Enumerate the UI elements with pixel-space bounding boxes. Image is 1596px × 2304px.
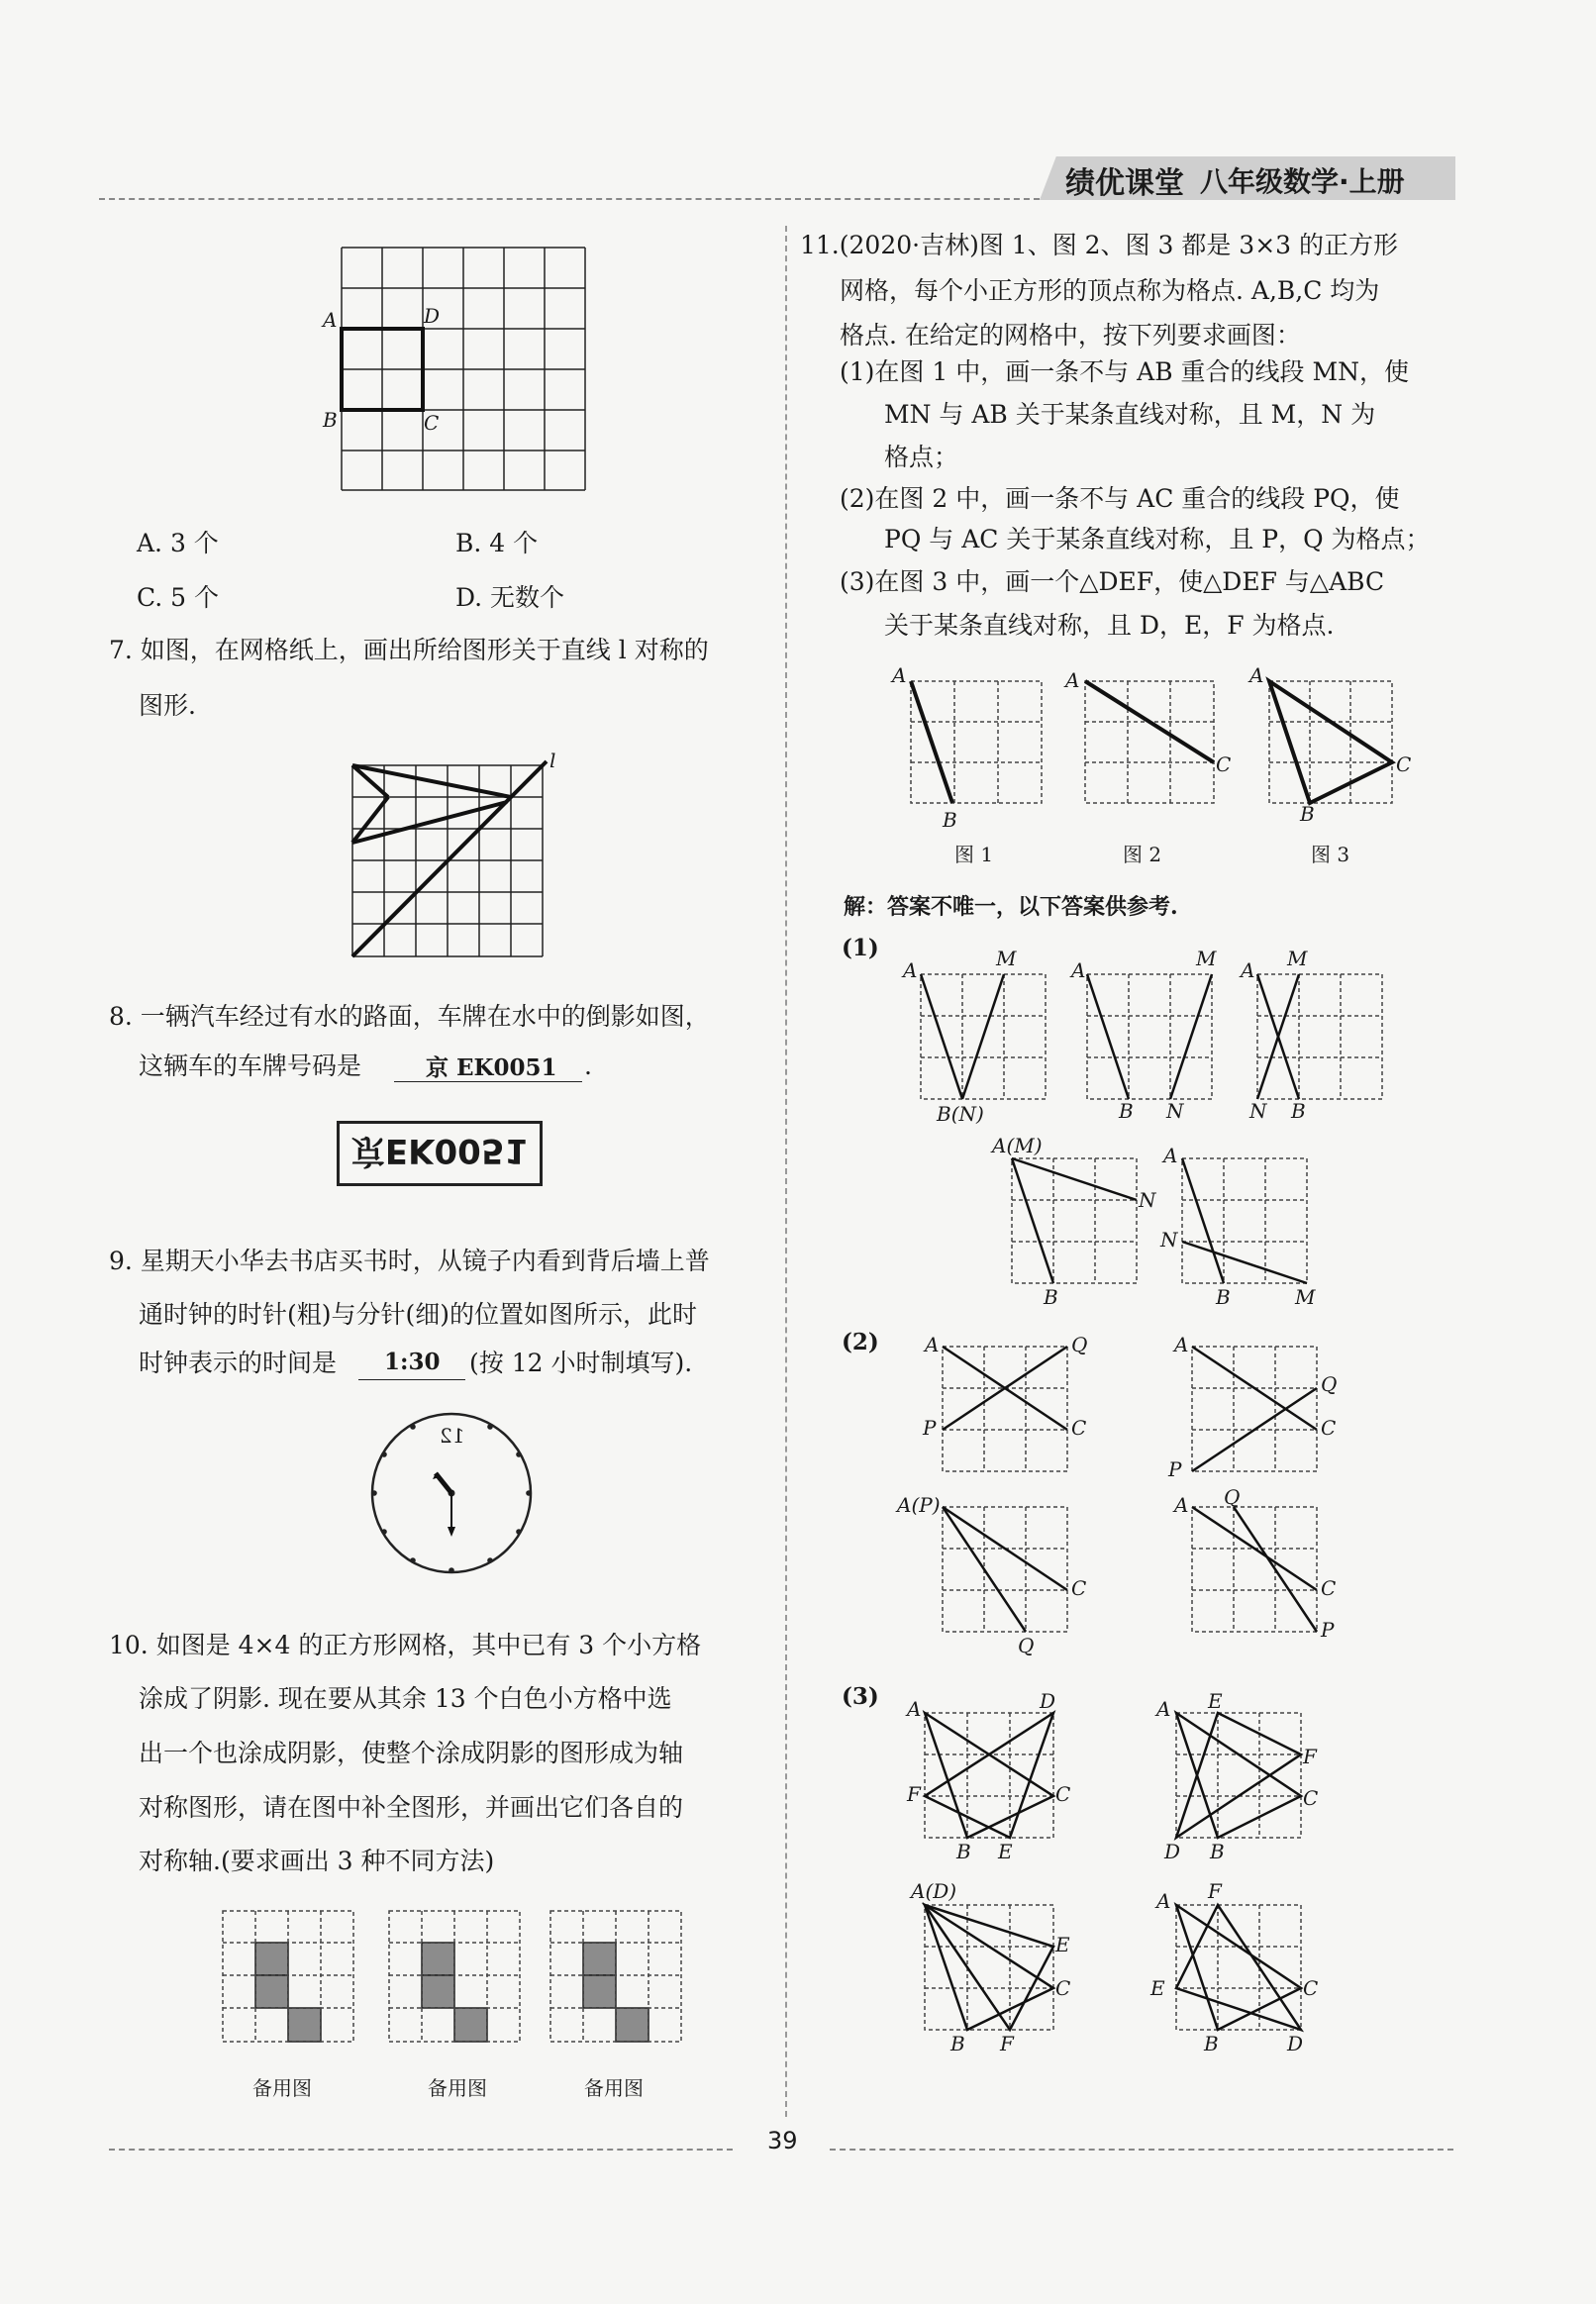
q10-line1: 10. 如图是 4×4 的正方形网格，其中已有 3 个小方格 (109, 1631, 702, 1659)
q10-caption-2: 备用图 (428, 2076, 487, 2100)
s3a-label-b: B (956, 1840, 971, 1863)
s2b-label-a: A (1174, 1333, 1189, 1356)
q10-caption-1: 备用图 (252, 2076, 312, 2100)
header-subtitle: 八年级数学·上册 (1200, 165, 1405, 198)
q11-fig2-label-c: C (1216, 752, 1232, 776)
q6-option-d: D. 无数个 (455, 583, 565, 612)
s3a-label-a: A (907, 1697, 922, 1721)
q7-line1: 7. 如图，在网格纸上，画出所给图形关于直线 l 对称的 (109, 636, 709, 664)
s2a-label-c: C (1071, 1416, 1087, 1440)
q6-option-b: B. 4 个 (455, 529, 539, 557)
s3c-label-e: E (1055, 1933, 1070, 1956)
q11-line2: 网格，每个小正方形的顶点称为格点. A,B,C 均为 (840, 276, 1380, 305)
s2d-label-c: C (1321, 1576, 1337, 1600)
s2b-label-c: C (1321, 1416, 1337, 1440)
q11-part2-line1: (2)在图 2 中，画一条不与 AC 重合的线段 PQ，使 (840, 484, 1400, 513)
q6-label-c: C (424, 411, 440, 435)
s3b-label-f: F (1303, 1745, 1317, 1768)
q9-clock-label: 12 (440, 1424, 465, 1448)
s3b-label-e: E (1208, 1689, 1223, 1713)
s1d-label-b: B (1044, 1285, 1058, 1309)
q11-part1-line1: (1)在图 1 中，画一条不与 AB 重合的线段 MN，使 (840, 357, 1409, 386)
q8-answer: 京 EK0051 (426, 1054, 557, 1081)
q9-answer: 1:30 (384, 1349, 441, 1375)
s1e-label-b: B (1216, 1285, 1231, 1309)
q11-solution-part2: (2) (842, 1329, 879, 1355)
s3b-label-c: C (1303, 1786, 1319, 1810)
q11-solution-part3: (3) (842, 1683, 879, 1710)
q8-line2-prefix: 这辆车的车牌号码是 (139, 1052, 362, 1080)
q10-line3: 出一个也涂成阴影，使整个涂成阴影的图形成为轴 (139, 1739, 684, 1767)
q11-fig3-label-b: B (1300, 802, 1315, 826)
s1a-label-m: M (996, 947, 1017, 970)
q9-line1: 9. 星期天小华去书店买书时，从镜子内看到背后墙上普 (109, 1247, 710, 1275)
q6-label-d: D (424, 304, 441, 328)
s1e-label-m: M (1295, 1285, 1316, 1309)
s1c-label-n: N (1249, 1099, 1267, 1123)
q9-line3-suffix: (按 12 小时制填写). (469, 1349, 693, 1377)
s3a-label-f: F (907, 1782, 921, 1806)
s3d-label-c: C (1303, 1976, 1319, 2000)
s3b-label-b: B (1210, 1840, 1225, 1863)
s2c-label-c: C (1071, 1576, 1087, 1600)
s2a-label-a: A (925, 1333, 940, 1356)
q11-caption-3: 图 3 (1311, 843, 1350, 866)
s2b-label-q: Q (1321, 1372, 1338, 1396)
q11-caption-2: 图 2 (1123, 843, 1162, 866)
s3c-label-f: F (1000, 2032, 1014, 2055)
q11-fig1-label-b: B (943, 808, 957, 832)
q6-option-a: A. 3 个 (137, 529, 219, 557)
q10-line4: 对称图形，请在图中补全图形，并画出它们各自的 (139, 1793, 684, 1822)
s1d-label-n: N (1139, 1188, 1156, 1212)
q7-line2: 图形. (139, 691, 196, 720)
q11-part2-line2: PQ 与 AC 关于某条直线对称，且 P，Q 为格点； (884, 525, 1431, 553)
s1b-label-b: B (1119, 1099, 1134, 1123)
q11-line1: 11.(2020·吉林)图 1、图 2、图 3 都是 3×3 的正方形 (800, 231, 1398, 259)
q11-part1-line2: MN 与 AB 关于某条直线对称，且 M，N 为 (884, 400, 1376, 429)
s2a-label-q: Q (1071, 1333, 1088, 1356)
q10-line5: 对称轴.(要求画出 3 种不同方法) (139, 1847, 495, 1875)
s3d-label-a: A (1156, 1889, 1171, 1913)
header-brand: 绩优课堂 (1065, 166, 1184, 201)
q10-caption-3: 备用图 (584, 2076, 644, 2100)
footer-rule-right (830, 2149, 1453, 2151)
q11-fig3-label-a: A (1249, 663, 1264, 687)
q10-line2: 涂成了阴影. 现在要从其余 13 个白色小方格中选 (139, 1684, 672, 1713)
s3c-label-c: C (1055, 1976, 1071, 2000)
q6-label-a: A (323, 308, 338, 332)
s2c-label-q: Q (1018, 1634, 1035, 1657)
q7-axis-label: l (549, 749, 556, 772)
s3c-label-ad: A(D) (911, 1879, 957, 1903)
footer-rule-left (109, 2149, 733, 2151)
q8-plate-text: 京EK0051 (350, 1130, 529, 1170)
s1e-label-n: N (1160, 1228, 1178, 1252)
q9-line2: 通时钟的时针(粗)与分针(细)的位置如图所示，此时 (139, 1300, 698, 1329)
s1b-label-n: N (1166, 1099, 1184, 1123)
s1c-label-b: B (1291, 1099, 1306, 1123)
q11-fig1-label-a: A (892, 663, 907, 687)
s2d-label-p: P (1321, 1618, 1335, 1642)
s2a-label-p: P (923, 1416, 937, 1440)
s3a-label-d: D (1040, 1689, 1056, 1713)
s3a-label-c: C (1055, 1782, 1071, 1806)
q11-caption-1: 图 1 (954, 843, 994, 866)
q8-line1: 8. 一辆汽车经过有水的路面，车牌在水中的倒影如图， (109, 1002, 710, 1031)
q8-line2-suffix: . (584, 1052, 592, 1080)
s1e-label-a: A (1163, 1144, 1178, 1167)
s2c-label-ap: A(P) (897, 1493, 941, 1517)
s2b-label-p: P (1168, 1457, 1182, 1481)
q6-option-c: C. 5 个 (137, 583, 219, 612)
s2d-label-q: Q (1224, 1485, 1241, 1509)
s3a-label-e: E (998, 1840, 1013, 1863)
s1b-label-m: M (1196, 947, 1217, 970)
q11-part3-line1: (3)在图 3 中，画一个△DEF，使△DEF 与△ABC (840, 567, 1385, 596)
s1c-label-a: A (1241, 958, 1255, 982)
s1a-label-bn: B(N) (937, 1102, 984, 1126)
q11-part1-line3: 格点； (884, 443, 959, 471)
s3d-label-f: F (1208, 1879, 1222, 1903)
q11-fig3-label-c: C (1396, 752, 1412, 776)
q11-part3-line2: 关于某条直线对称，且 D，E，F 为格点. (884, 611, 1335, 640)
s2d-label-a: A (1174, 1493, 1189, 1517)
s1d-label-am: A(M) (992, 1134, 1043, 1157)
q6-label-b: B (323, 408, 338, 432)
page-number: 39 (767, 2127, 798, 2154)
q9-line3-prefix: 时钟表示的时间是 (139, 1349, 338, 1377)
s3d-label-d: D (1287, 2032, 1304, 2055)
s3b-label-d: D (1164, 1840, 1181, 1863)
s3c-label-b: B (950, 2032, 965, 2055)
q11-line3: 格点. 在给定的网格中，按下列要求画图： (840, 321, 1301, 350)
q11-fig2-label-a: A (1065, 668, 1080, 692)
s1b-label-a: A (1071, 958, 1086, 982)
s3b-label-a: A (1156, 1697, 1171, 1721)
s1c-label-m: M (1287, 947, 1308, 970)
s3d-label-e: E (1150, 1976, 1165, 2000)
s1a-label-a: A (903, 958, 918, 982)
q11-solution-heading: 解：答案不唯一，以下答案供参考. (844, 894, 1178, 920)
s3d-label-b: B (1204, 2032, 1219, 2055)
q11-solution-part1: (1) (842, 935, 879, 961)
